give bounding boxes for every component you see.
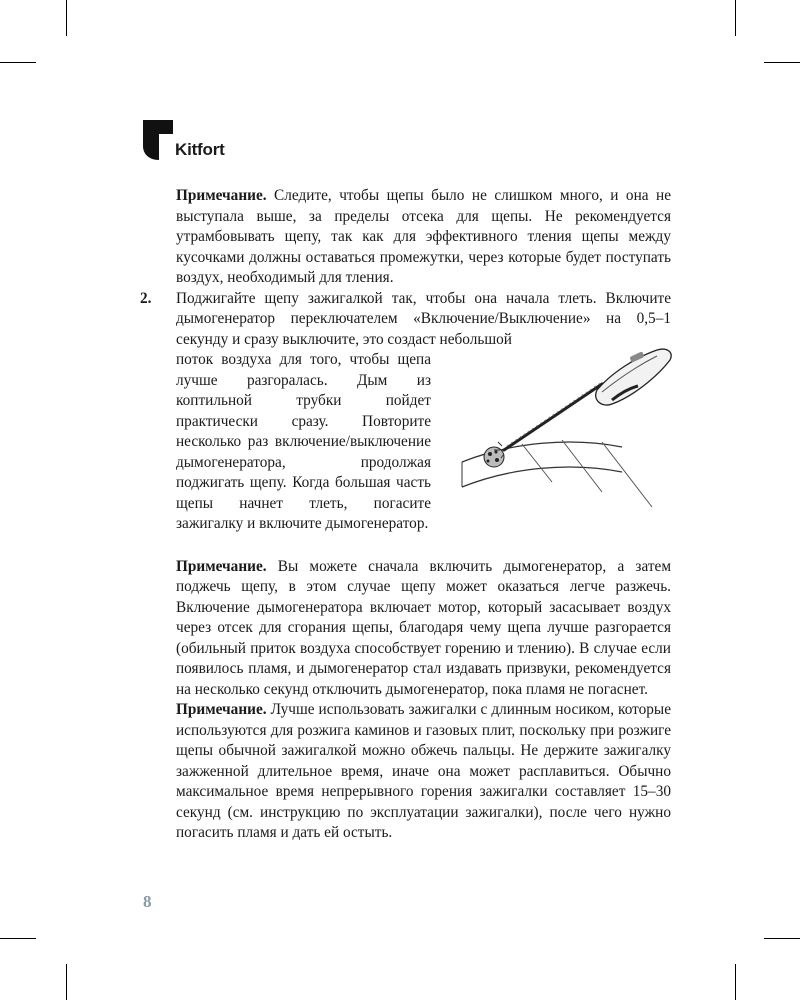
note-paragraph [176, 186, 671, 289]
note-text: Лучше использовать зажигалки с длинным носиком, которые используются для розжига каминов и газовых плит, поскольку при розжиге щепы обычной зажигалкой можно обжечь пальцы. Не держите зажигалку зажженной длительное время, иначе она может расплавиться. Обычно максимальное время непрерывного горения зажигалки составляет 15–30 секунд (см. инструкцию по эксплуатации зажигалки), после чего нужно погасить пламя и дать ей остыть. [176, 701, 671, 841]
crop-mark [0, 938, 36, 939]
step-text-wrapped: поток воздуха для того, чтобы щепа лучше разгоралась. Дым из коптильной трубки пойдет практически сразу. Повторите несколько раз включение/выключение дымогенератора, продолжая поджигать щепу. Когда большая часть щепы начнет тлеть, погасите зажигалку и включите дымогенератор. [176, 351, 431, 532]
page-number: 8 [143, 892, 152, 911]
crop-mark [764, 938, 800, 939]
note-label: Примечание. [176, 187, 267, 204]
brand-logo [143, 120, 225, 160]
crop-mark [764, 62, 800, 63]
note-paragraph [176, 557, 671, 701]
crop-mark [735, 0, 736, 36]
note-label: Примечание. [176, 701, 267, 718]
note-paragraph [176, 700, 671, 844]
crop-mark [735, 964, 736, 1000]
step-text: Поджигайте щепу зажигалкой так, чтобы она начала тлеть. Включите дымогенератор переключателем «Включение/Выключение» на 0,5–1 секунду и сразу выключите, это создаст небольшой [176, 289, 671, 348]
list-item-number: 2. [140, 289, 152, 307]
crop-mark [66, 964, 67, 1000]
kitfort-logo-mark-icon [143, 120, 173, 160]
crop-mark [66, 0, 67, 36]
note-text: Вы можете сначала включить дымогенератор, а затем поджечь щепу, в этом случае щепу может оказаться легче разжечь. Включение дымогенератора включает мотор, который засасывает воздух через отсек для сгорания щепы, благодаря чему щепа лучше разгорается (обильный приток воздуха способствует горению и тлению). В случае если появилось пламя, и дымогенератор стал издавать призвуки, рекомендуется на несколько секунд отключить дымогенератор, пока пламя не погаснет. [176, 557, 671, 698]
note-text: Следите, чтобы щепы было не слишком много, и она не выступала выше, за пределы отсека для щепы. Не рекомендуется утрамбовывать щепу, так как для эффективного тления щепы между кусочками должны оставаться промежутки, через которые будет поступать воздух, необходимый для тления. [176, 187, 671, 286]
note-label: Примечание. [176, 557, 267, 575]
brand-name: Kitfort [175, 140, 225, 159]
crop-mark [0, 62, 36, 63]
lighter-igniting-wood-chips-illustration-icon [452, 342, 677, 517]
